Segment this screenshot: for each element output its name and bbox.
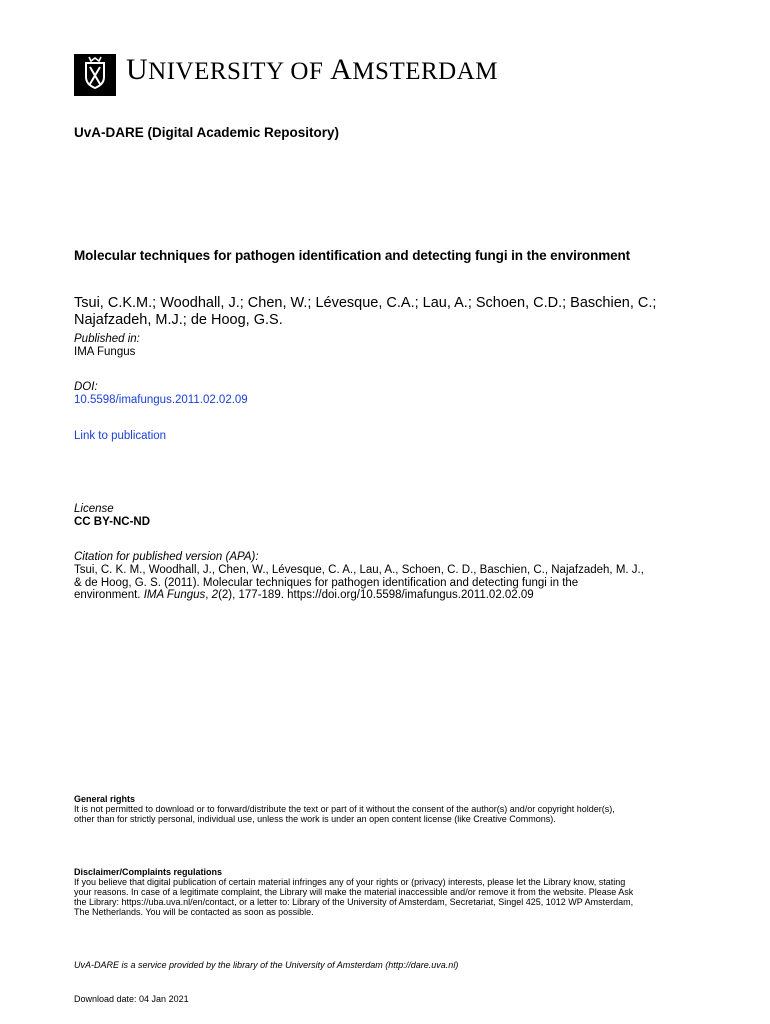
disclaimer-line: If you believe that digital publication of certain material infringes any of your rights or (privacy) interests, please let the Library know, stating bbox=[74, 877, 626, 887]
service-note: UvA-DARE is a service provided by the library of the University of Amsterdam (http://dare.uva.nl) bbox=[74, 960, 459, 970]
citation-line: Tsui, C. K. M., Woodhall, J., Chen, W., Lévesque, C. A., Lau, A., Schoen, C. D., Baschien, C., Najafzadeh, M. J., bbox=[74, 564, 644, 576]
doi-link[interactable]: 10.5598/imafungus.2011.02.02.09 bbox=[74, 394, 248, 406]
doi-label: DOI: bbox=[74, 381, 98, 393]
citation-line: environment. IMA Fungus, 2(2), 177-189. https://doi.org/10.5598/imafungus.2011.02.02.09 bbox=[74, 589, 534, 601]
doi-block bbox=[74, 381, 248, 407]
license-block bbox=[74, 503, 150, 529]
disclaimer-line: the Library: https://uba.uva.nl/en/contact, or a letter to: Library of the University of Amsterdam, Secretariat, Singel 425, 1012 WP Amsterdam, bbox=[74, 897, 634, 907]
repository-title: UvA-DARE (Digital Academic Repository) bbox=[74, 125, 340, 140]
download-date: Download date: 04 Jan 2021 bbox=[74, 994, 189, 1004]
link-to-publication[interactable]: Link to publication bbox=[74, 430, 167, 442]
disclaimer-block bbox=[74, 867, 734, 917]
license-value: CC BY-NC-ND bbox=[74, 516, 151, 528]
general-rights-line: other than for strictly personal, individual use, unless the work is under an open content license (like Creative Commons). bbox=[74, 814, 556, 824]
disclaimer-line: your reasons. In case of a legitimate complaint, the Library will make the material inaccessible and/or remove it from the website. Please Ask bbox=[74, 887, 634, 897]
publication-title: Molecular techniques for pathogen identification and detecting fungi in the environment bbox=[74, 248, 631, 263]
authors-line: Tsui, C.K.M.; Woodhall, J.; Chen, W.; Lévesque, C.A.; Lau, A.; Schoen, C.D.; Baschien, C.; bbox=[74, 295, 657, 311]
general-rights-block bbox=[74, 794, 734, 824]
journal-volume: 2 bbox=[211, 589, 219, 601]
disclaimer-line: The Netherlands. You will be contacted as soon as possible. bbox=[74, 907, 314, 917]
general-rights-heading: General rights bbox=[74, 794, 136, 804]
license-label: License bbox=[74, 503, 114, 515]
authors bbox=[74, 295, 734, 329]
general-rights-line: It is not permitted to download or to forward/distribute the text or part of it without the consent of the author(s) and/or copyright holder(s), bbox=[74, 804, 615, 814]
disclaimer-heading: Disclaimer/Complaints regulations bbox=[74, 867, 223, 877]
published-in-block bbox=[74, 333, 140, 359]
university-name: UNIVERSITY OF AMSTERDAM bbox=[126, 53, 498, 86]
citation-line: & de Hoog, G. S. (2011). Molecular techniques for pathogen identification and detecting fungi in the bbox=[74, 576, 579, 589]
authors-line: Najafzadeh, M.J.; de Hoog, G.S. bbox=[74, 312, 283, 328]
published-in-label: Published in: bbox=[74, 333, 140, 345]
published-in-value: IMA Fungus bbox=[74, 346, 136, 358]
uva-crest-icon bbox=[74, 54, 116, 96]
uva-logo bbox=[74, 54, 116, 96]
citation-label: Citation for published version (APA): bbox=[74, 551, 259, 563]
journal-name: IMA Fungus bbox=[143, 589, 206, 601]
citation-text bbox=[74, 564, 734, 602]
